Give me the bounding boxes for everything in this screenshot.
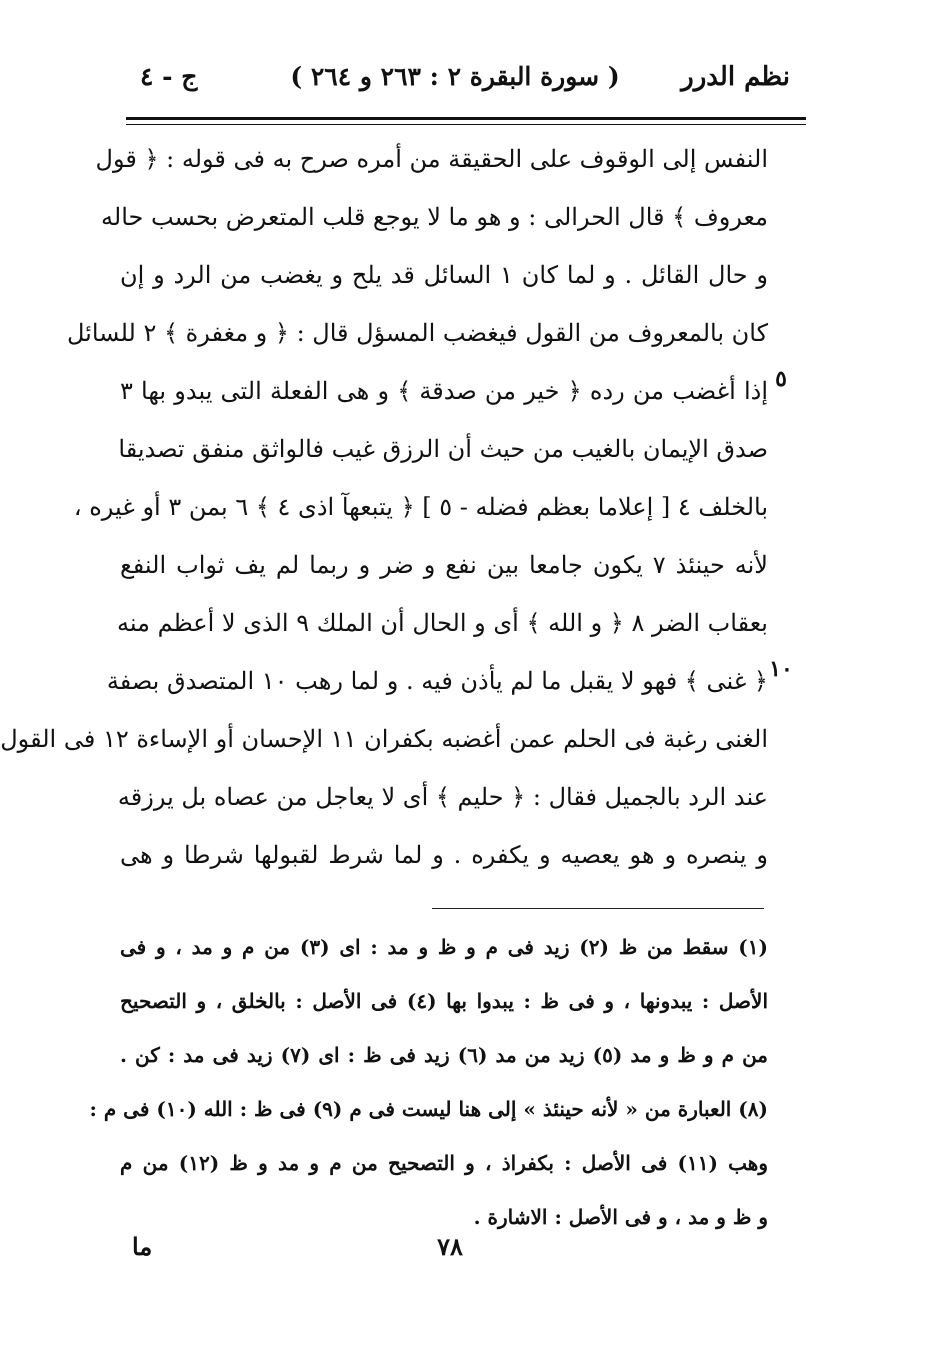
footnote-line: (٨) العبارة من « لأنه حينئذ » إلى هنا ليست فى م (٩) فى ظ : الله (١٠) فى م : [89,1097,768,1121]
footnote-line: و ظ و مد ، و فى الأصل : الاشارة . [473,1205,768,1229]
main-text [0,130,768,884]
footnote-line: من م و ظ و مد (٥) زيد من مد (٦) زيد فى ظ : اى (٧) زيد فى مد : كن . [120,1043,769,1067]
text-line: عند الرد بالجميل فقال : ﴿ حليم ﴾ أى لا يعاجل من عصاه بل يرزقه [117,783,768,811]
volume-number: ج - ٤ [140,62,198,91]
text-line: الغنى رغبة فى الحلم عمن أغضبه بكفران ١١ الإحسان أو الإساءة ١٢ فى القول [0,725,768,753]
text-line: ﴿ غنى ﴾ فهو لا يقبل ما لم يأذن فيه . و لما رهب ١٠ المتصدق بصفة [106,667,768,695]
footnote-separator [432,908,764,909]
line-number-10: ١٠ [769,656,793,682]
footnote-line: الأصل : يبدونها ، و فى ظ : يبدوا بها (٤) فى الأصل : بالخلق ، و التصحيح [120,989,769,1013]
page-number: ٧٨ [437,1232,463,1261]
text-line: إذا أغضب من رده ﴿ خير من صدقة ﴾ و هى الفعلة التى يبدو بها ٣ [120,377,768,405]
catchword: ما [132,1232,153,1261]
book-title: نظم الدرر [681,62,790,92]
header-rule-thick [126,117,806,120]
text-line: كان بالمعروف من القول فيغضب المسؤل قال : ﴿ و مغفرة ﴾ ٢ للسائل [66,319,768,347]
text-line: النفس إلى الوقوف على الحقيقة من أمره صرح به فى قوله : ﴿ قول [95,145,768,173]
text-line: و حال القائل . و لما كان ١ السائل قد يلح و يغضب من الرد و إن [120,261,768,289]
footnotes [89,920,769,1244]
running-header [130,62,790,112]
text-line: لأنه حينئذ ٧ يكون جامعا بين نفع و ضر و ربما لم يف ثواب النفع [120,551,768,579]
footnote-line: وهب (١١) فى الأصل : بكفراذ ، و التصحيح من م و مد و ظ (١٢) من م [120,1151,768,1175]
text-line: صدق الإيمان بالغيب من حيث أن الرزق غيب فالواثق منفق تصديقا [118,435,768,463]
line-number-5: ٥ [775,366,787,392]
header-rule-thin [126,124,806,125]
text-line: بالخلف ٤ [ إعلاما بعظم فضله - ٥ ] ﴿ يتبعهآ اذى ٤ ﴾ ٦ بمن ٣ أو غيره ، [73,493,768,521]
surah-reference: ( سورة البقرة ٢ : ٢٦٣ و ٢٦٤ ) [290,62,620,91]
text-line: بعقاب الضر ٨ ﴿ و الله ﴾ أى و الحال أن الملك ٩ الذى لا أعظم منه [117,609,768,637]
footnote-line: (١) سقط من ظ (٢) زيد فى م و ظ و مد : اى (٣) من م و مد ، و فى [120,935,768,959]
text-line: معروف ﴾ قال الحرالى : و هو ما لا يوجع قلب المتعرض بحسب حاله [101,203,768,231]
text-line: و ينصره و هو يعصيه و يكفره . و لما شرط لقبولها شرطا و هى [120,841,768,869]
